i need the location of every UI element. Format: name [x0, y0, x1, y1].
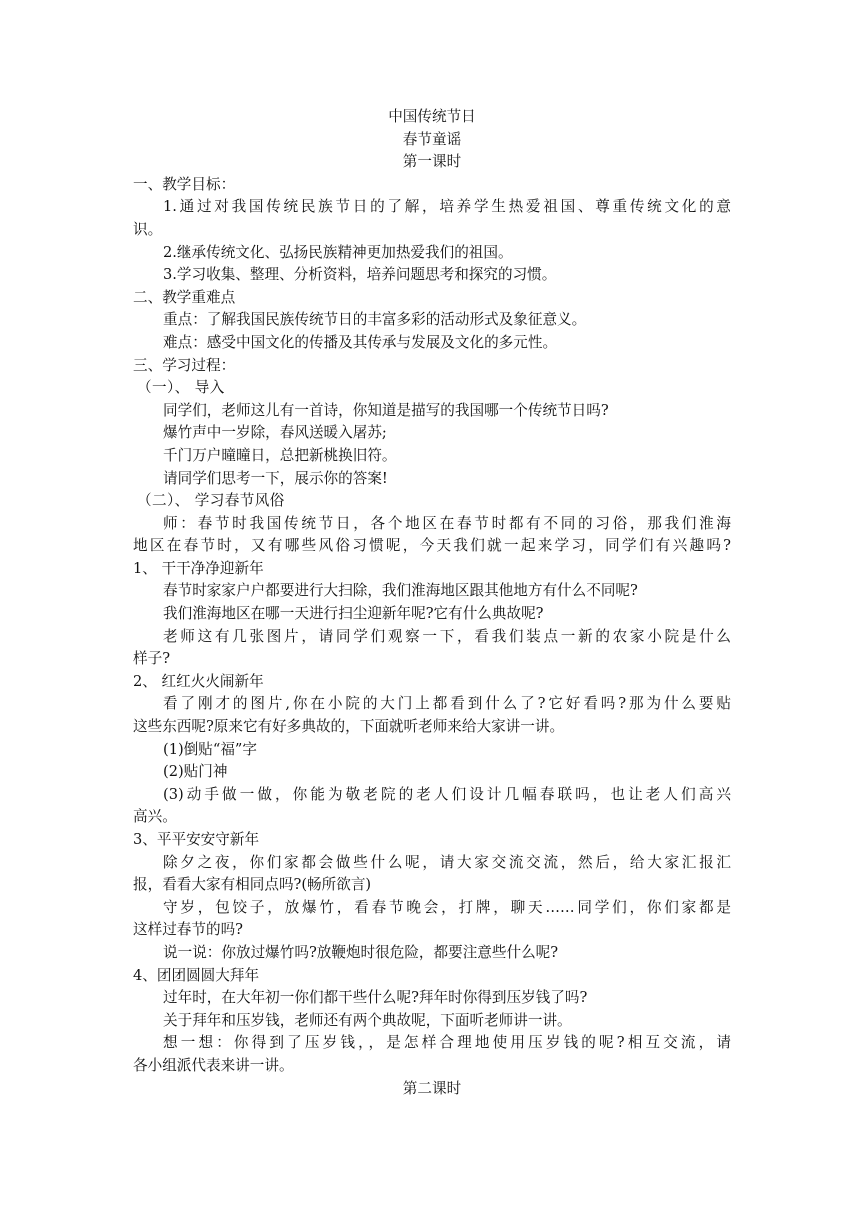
- paragraph-line: 守岁，包饺子，放爆竹，看春节晚会，打牌，聊天……同学们，你们家都是: [163, 898, 731, 916]
- section-heading: 三、学习过程：: [133, 356, 236, 374]
- paragraph-line: 同学们，老师这儿有一首诗，你知道是描写的我国哪一个传统节日吗?: [163, 401, 609, 419]
- paragraph-line: 说一说：你放过爆竹吗?放鞭炮时很危险，都要注意些什么呢?: [163, 943, 559, 961]
- document-title: 中国传统节日: [388, 108, 476, 125]
- lesson-two-heading: 第二课时: [402, 1079, 462, 1097]
- item-heading: 3、平平安安守新年: [133, 831, 260, 848]
- paragraph-line: 2.继承传统文化、弘扬民族精神更加热爱我们的祖国。: [163, 243, 513, 261]
- paragraph-line: 老师这有几张图片，请同学们观察一下，看我们装点一新的农家小院是什么: [163, 627, 731, 645]
- item-heading: 1、 干干净净迎新年: [133, 559, 264, 577]
- document-page: [133, 106, 731, 1100]
- paragraph-line: 师：春节时我国传统节日，各个地区在春节时都有不同的习俗，那我们淮海: [163, 514, 731, 532]
- paragraph-line: 这些东西呢?原来它有好多典故的，下面就听老师来给大家讲一讲。: [133, 718, 565, 736]
- paragraph-line: 报，看看大家有相同点吗?(畅所欲言): [133, 876, 372, 894]
- paragraph-line: 难点：感受中国文化的传播及其传承与发展及文化的多元性。: [163, 333, 558, 351]
- lesson-one-heading: 第一课时: [402, 153, 462, 171]
- paragraph-line: (1)倒贴“福”字: [163, 740, 257, 758]
- subsection-heading: （二）、 学习春节风俗: [137, 492, 285, 510]
- paragraph-line: 重点：了解我国民族传统节日的丰富多彩的活动形式及象征意义。: [163, 311, 587, 329]
- paragraph-line: 各小组派代表来讲一讲。: [133, 1056, 294, 1074]
- paragraph-line: (3)动手做一做，你能为敬老院的老人们设计几幅春联吗，也让老人们高兴: [163, 785, 731, 803]
- paragraph-line: 看了刚才的图片,你在小院的大门上都看到什么了?它好看吗?那为什么要贴: [163, 695, 731, 713]
- paragraph-line: 关于拜年和压岁钱，老师还有两个典故呢，下面听老师讲一讲。: [163, 1011, 572, 1029]
- item-heading: 4、团团圆圆大拜年: [133, 966, 260, 984]
- paragraph-line: 想一想：你得到了压岁钱，，是怎样合理地使用压岁钱的呢?相互交流，请: [163, 1034, 731, 1052]
- paragraph-line: 除夕之夜，你们家都会做些什么呢，请大家交流交流，然后，给大家汇报汇: [163, 853, 731, 871]
- paragraph-line: (2)贴门神: [163, 763, 228, 781]
- poem-line: 爆竹声中一岁除，春风送暖入屠苏;: [163, 424, 387, 442]
- item-heading: 2、 红红火火闹新年: [133, 672, 264, 690]
- paragraph-line: 春节时家家户户都要进行大扫除，我们淮海地区跟其他地方有什么不同呢?: [163, 582, 638, 600]
- poem-line: 千门万户曈曈日，总把新桃换旧符。: [163, 446, 397, 464]
- paragraph-line: 地区在春节时，又有哪些风俗习惯呢，今天我们就一起来学习，同学们有兴趣吗?: [133, 537, 731, 555]
- section-heading: 二、教学重难点: [133, 288, 236, 306]
- section-heading: 一、教学目标：: [133, 175, 236, 193]
- paragraph-line: 过年时，在大年初一你们都干些什么呢?拜年时你得到压岁钱了吗?: [163, 989, 588, 1007]
- paragraph-line: 高兴。: [133, 808, 177, 826]
- paragraph-line: 请同学们思考一下，展示你的答案!: [163, 469, 388, 487]
- paragraph-line: 这样过春节的吗?: [133, 921, 243, 939]
- paragraph-line: 我们淮海地区在哪一天进行扫尘迎新年呢?它有什么典故呢?: [163, 605, 544, 623]
- paragraph-line: 1.通过对我国传统民族节日的了解，培养学生热爱祖国、尊重传统文化的意: [163, 198, 731, 216]
- document-subtitle: 春节童谣: [402, 130, 462, 148]
- subsection-heading: （一）、 导入: [137, 379, 225, 397]
- paragraph-line: 3.学习收集、整理、分析资料，培养问题思考和探究的习惯。: [163, 266, 557, 284]
- paragraph-line: 样子?: [133, 650, 171, 668]
- paragraph-line: 识。: [133, 220, 163, 238]
